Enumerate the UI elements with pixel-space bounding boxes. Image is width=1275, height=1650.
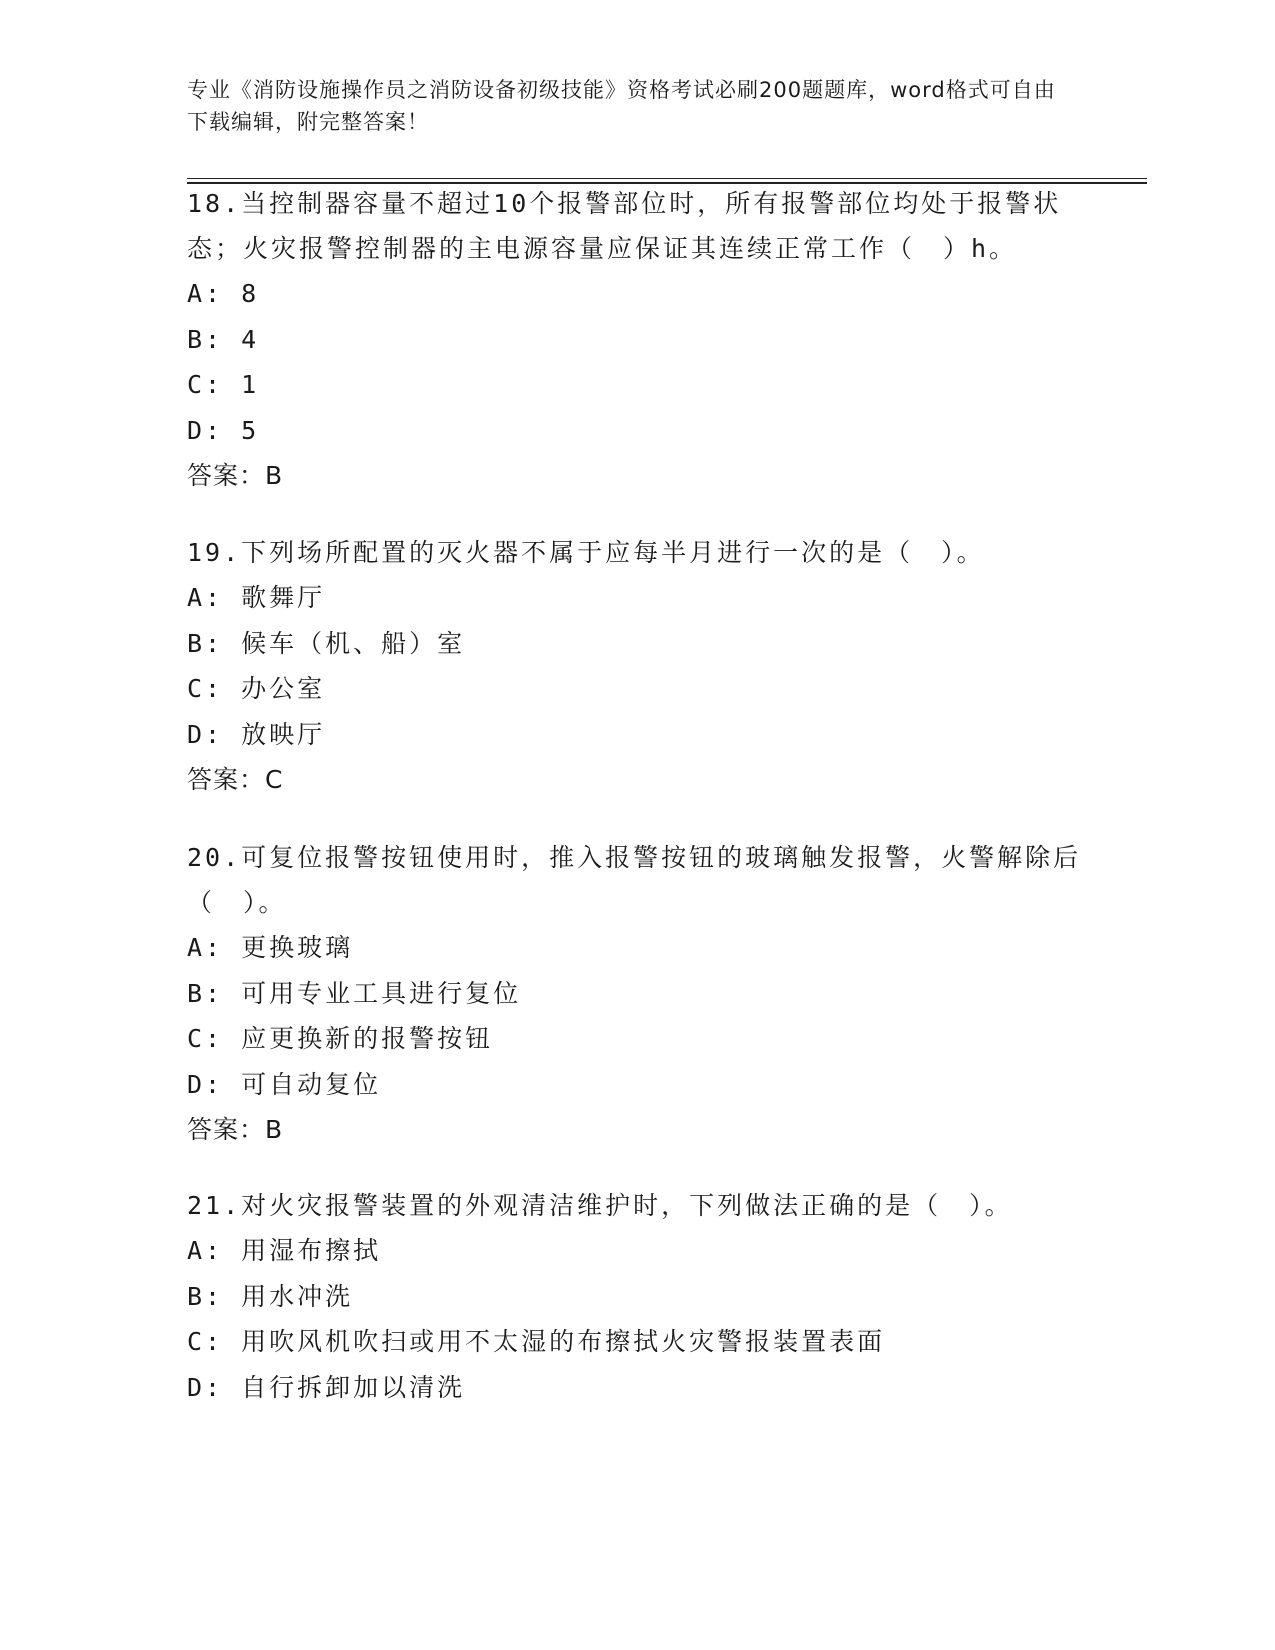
question-stem: 20.可复位报警按钮使用时，推入报警按钮的玻璃触发报警，火警解除后（ ）。 bbox=[187, 843, 1082, 917]
question-stem: 21.对火灾报警装置的外观清洁维护时，下列做法正确的是（ ）。 bbox=[187, 1191, 1013, 1220]
option-b: B: 候车（机、船）室 bbox=[187, 628, 466, 658]
option-d: D: 5 bbox=[187, 415, 260, 445]
question-20 bbox=[187, 835, 1087, 1152]
option-a: A: 歌舞厅 bbox=[187, 583, 326, 612]
question-stem: 19.下列场所配置的灭火器不属于应每半月进行一次的是（ ）。 bbox=[187, 538, 985, 567]
answer: 答案：C bbox=[187, 765, 284, 794]
question-21 bbox=[187, 1183, 1087, 1410]
option-b: B: 4 bbox=[187, 324, 260, 354]
option-c: C: 办公室 bbox=[187, 674, 326, 703]
answer: 答案：B bbox=[187, 461, 284, 490]
option-c: C: 应更换新的报警按钮 bbox=[187, 1024, 494, 1053]
question-18 bbox=[187, 181, 1087, 498]
option-a: A: 8 bbox=[187, 279, 260, 308]
option-a: A: 更换玻璃 bbox=[187, 933, 354, 962]
option-a: A: 用湿布擦拭 bbox=[187, 1236, 382, 1265]
header-divider-thin bbox=[187, 178, 1147, 179]
option-c: C: 用吹风机吹扫或用不太湿的布擦拭火灾警报装置表面 bbox=[187, 1327, 886, 1356]
question-19 bbox=[187, 530, 1087, 802]
answer: 答案：B bbox=[187, 1115, 284, 1144]
option-b: B: 可用专业工具进行复位 bbox=[187, 978, 522, 1008]
option-d: D: 可自动复位 bbox=[187, 1069, 382, 1099]
option-d: D: 自行拆卸加以清洗 bbox=[187, 1372, 466, 1402]
document-header: 专业《消防设施操作员之消防设备初级技能》资格考试必刷200题题库，word格式可自由下载编辑，附完整答案！ bbox=[187, 78, 1056, 134]
option-d: D: 放映厅 bbox=[187, 719, 326, 749]
question-stem: 18.当控制器容量不超过10个报警部位时，所有报警部位均处于报警状态；火灾报警控制器的主电源容量应保证其连续正常工作（ ）h。 bbox=[187, 189, 1062, 263]
option-c: C: 1 bbox=[187, 370, 260, 399]
option-b: B: 用水冲洗 bbox=[187, 1281, 354, 1311]
